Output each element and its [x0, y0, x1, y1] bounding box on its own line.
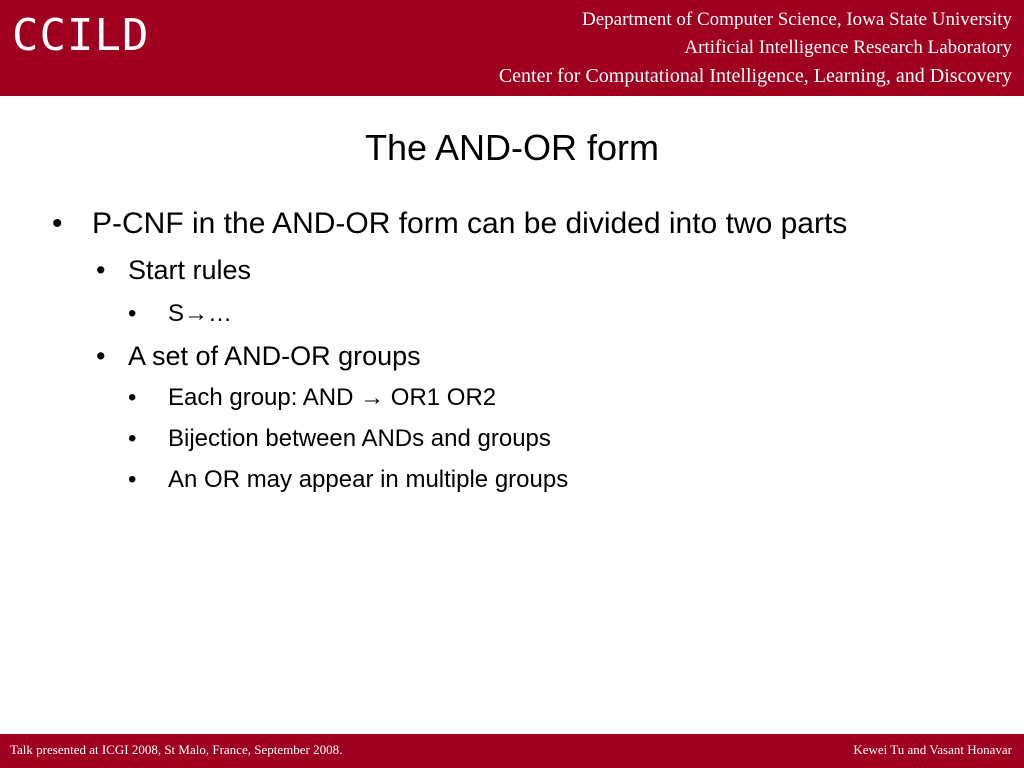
- header-bar: [0, 0, 1024, 96]
- bullet-text: S→…: [168, 300, 233, 327]
- logo: CCILD: [12, 10, 150, 61]
- affiliation-line: Artificial Intelligence Research Laboratory: [684, 37, 1012, 58]
- bullet-text: Bijection between ANDs and groups: [168, 425, 551, 452]
- slide-title: The AND-OR form: [364, 127, 660, 168]
- footer-bar: [0, 734, 1024, 768]
- bullet-text: An OR may appear in multiple groups: [168, 466, 569, 493]
- bullet-dot: •: [128, 300, 137, 327]
- affiliation-line: Center for Computational Intelligence, Learning, and Discovery: [498, 65, 1012, 87]
- bullet-dot: •: [52, 207, 63, 240]
- bullet-dot: •: [96, 255, 106, 285]
- affiliation-block: [499, 6, 1012, 90]
- bullet-text: P-CNF in the AND-OR form can be divided into two parts: [92, 207, 848, 240]
- bullet-text: Start rules: [128, 255, 252, 285]
- bullet-dot: •: [128, 425, 137, 452]
- bullet-text: A set of AND-OR groups: [128, 341, 421, 371]
- footer-authors: Kewei Tu and Vasant Honavar: [853, 742, 1012, 757]
- bullet-text: Each group: AND → OR1 OR2: [168, 384, 497, 411]
- footer-talk-info: Talk presented at ICGI 2008, St Malo, France, September 2008.: [10, 742, 343, 757]
- affiliation-line: Department of Computer Science, Iowa State University: [581, 9, 1012, 30]
- bullet-dot: •: [128, 384, 137, 411]
- bullet-dot: •: [128, 466, 137, 493]
- bullet-dot: •: [96, 341, 106, 371]
